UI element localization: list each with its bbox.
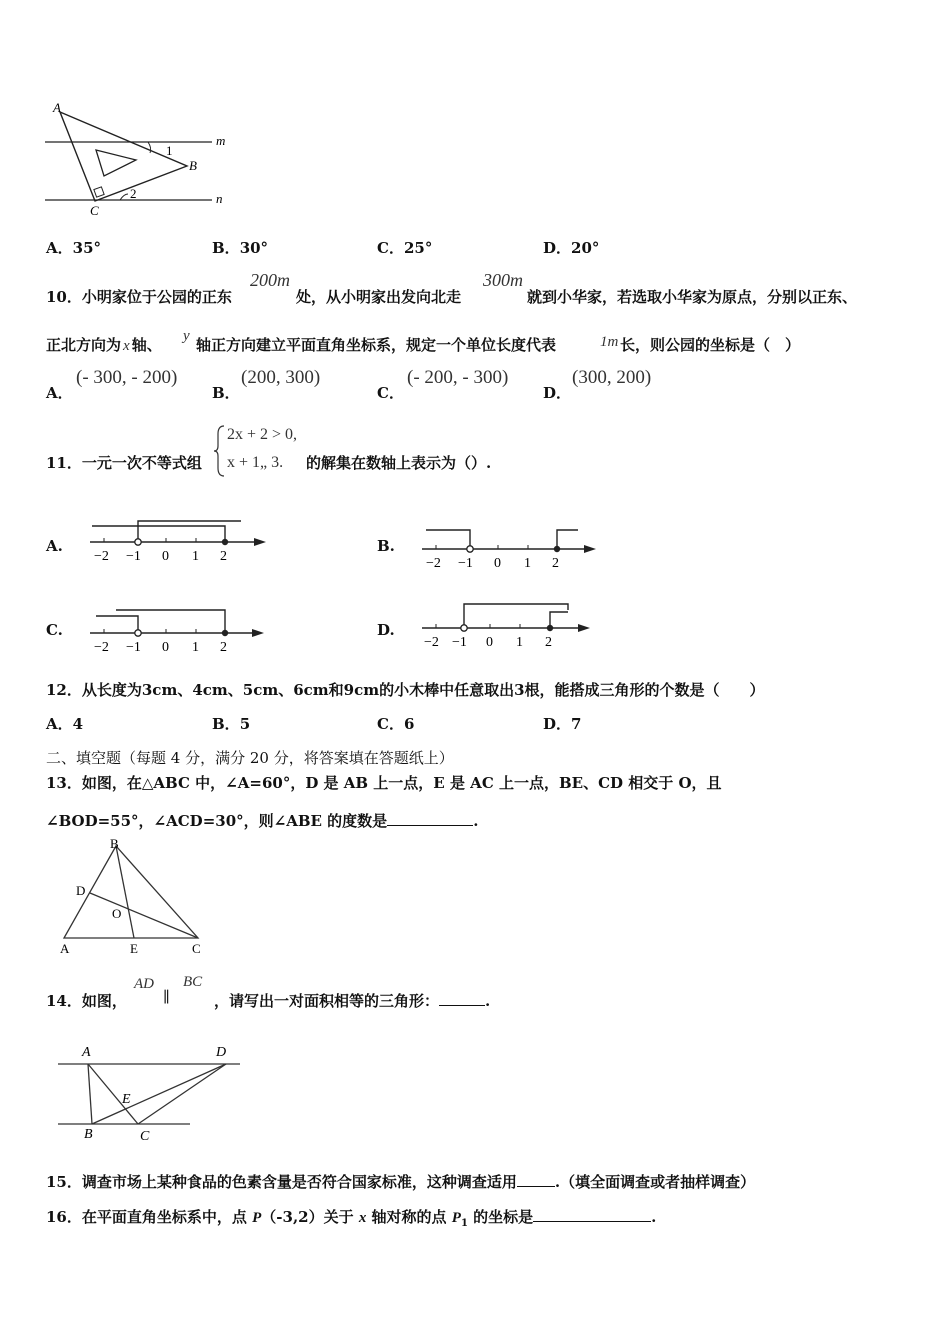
tick-label: 0 [162, 640, 169, 655]
q11-suffix: 的解集在数轴上表示为（）. [306, 454, 492, 472]
q11-option-a-label[interactable]: A. [46, 537, 63, 555]
q11-ineq2: x + 1„ 3. [227, 454, 284, 471]
right-angle-mark [94, 187, 104, 197]
q11-option-b-numberline[interactable] [420, 522, 600, 572]
q14-suffix: ，请写出一对面积相等的三角形： . [214, 992, 491, 1010]
q16-text: 16．在平面直角坐标系中，点 P（-3,2）关于 x 轴对称的点 $P_1$ 的坐标是 . [46, 1208, 657, 1229]
fig13-label-o: O [112, 906, 122, 921]
q11-option-d-label[interactable]: D. [377, 621, 395, 639]
tick-label: 1 [192, 640, 199, 655]
q10-option-b-value[interactable]: (200, 300) [241, 367, 321, 388]
label-2: 2 [130, 186, 137, 201]
q13-line2: ∠BOD=55°，∠ACD=30°，则∠ABE 的度数是 . [46, 812, 479, 830]
q13-answer-blank[interactable] [387, 811, 473, 826]
q10-option-a-letter[interactable]: A． [46, 384, 73, 402]
q12-option-c[interactable]: C．6 [377, 715, 415, 733]
q11-prefix: 11．一元一次不等式组 [46, 454, 202, 472]
tick-label: −2 [94, 640, 109, 655]
q9-option-a[interactable]: A．35° [46, 239, 102, 257]
section-title: 二、填空题（每题 4 分，满分 20 分，将答案填在答题纸上） [46, 749, 454, 767]
tick-label: −2 [94, 549, 109, 564]
q12-option-b[interactable]: B．5 [212, 715, 251, 733]
tick-label: 2 [220, 640, 227, 655]
q10-var-y: y [183, 328, 190, 344]
q9-option-b[interactable]: B．30° [212, 239, 269, 257]
fig13-label-d: D [76, 883, 86, 898]
q11-option-c-numberline[interactable] [88, 606, 268, 656]
q14-ad: AD [134, 976, 154, 992]
fig13-label-a: A [60, 941, 70, 956]
fig14-label-c: C [140, 1129, 150, 1144]
q10-option-d-value[interactable]: (300, 200) [572, 367, 652, 388]
q9-option-d[interactable]: D．20° [543, 239, 600, 257]
q11-brace [214, 424, 226, 478]
tick-label: −1 [126, 640, 141, 655]
q10-line1-b: 处，从小明家出发向北走 [296, 288, 462, 306]
q12-option-a[interactable]: A．4 [46, 715, 84, 733]
q12-option-d[interactable]: D．7 [543, 715, 582, 733]
label-c: C [90, 203, 99, 218]
tick-label: 0 [162, 549, 169, 564]
q10-line2-d: 长，则公园的坐标是（ ） [620, 336, 801, 354]
fig14-label-d: D [216, 1045, 227, 1060]
tick-label: −1 [452, 635, 467, 650]
fig14-label-e: E [122, 1092, 131, 1107]
q11-option-c-label[interactable]: C. [46, 621, 63, 639]
fig13-label-c: C [192, 941, 201, 956]
q12-text: 12．从长度为3cm、4cm、5cm、6cm和9cm的小木棒中任意取出3根，能搭成三角形的个数是（ ） [46, 681, 765, 699]
q10-option-b-letter[interactable]: B． [212, 384, 240, 402]
fig14-label-b: B [84, 1127, 93, 1142]
q10-line2-c: 轴正方向建立平面直角坐标系，规定一个单位长度代表 [196, 336, 557, 354]
q14-bc: BC [183, 974, 203, 990]
q16-answer-blank[interactable] [533, 1207, 651, 1222]
q14-parallel: ∥ [163, 988, 170, 1006]
q10-line1-c: 就到小华家，若选取小华家为原点，分别以正东、 [527, 288, 858, 306]
tick-label: 1 [192, 549, 199, 564]
fig13-label-e: E [130, 941, 138, 956]
tick-label: −2 [424, 635, 439, 650]
q9-figure [40, 98, 240, 218]
label-b: B [189, 158, 197, 173]
q10-dist2: 300m [483, 270, 523, 290]
q15-answer-blank[interactable] [517, 1172, 555, 1187]
q11-option-a-numberline[interactable] [88, 514, 268, 564]
fig13-label-b: B [110, 838, 119, 851]
q14-figure [54, 1040, 254, 1150]
tick-label: 1 [516, 635, 523, 650]
q10-option-d-letter[interactable]: D． [543, 384, 572, 402]
q10-option-c-letter[interactable]: C． [377, 384, 404, 402]
label-1: 1 [166, 143, 173, 158]
tick-label: 2 [552, 556, 559, 571]
q10-option-a-value[interactable]: (- 300, - 200) [76, 367, 178, 388]
q10-line1: 10．小明家位于公园的正东 [46, 288, 232, 306]
tick-label: 0 [494, 556, 501, 571]
q10-unit: 1m [600, 334, 619, 350]
q15-text: 15．调查市场上某种食品的色素含量是否符合国家标准，这种调查适用 .（填全面调查或者抽样调查） [46, 1173, 756, 1191]
label-n: n [216, 191, 223, 206]
q14-prefix: 14．如图， [46, 992, 127, 1010]
q9-option-c[interactable]: C．25° [377, 239, 433, 257]
q10-option-c-value[interactable]: (- 200, - 300) [407, 367, 509, 388]
inner-triangle [96, 150, 136, 176]
q13-line1: 13．如图，在△ABC 中，∠A=60°，D 是 AB 上一点，E 是 AC 上一点，BE、CD 相交于 O，且 [46, 774, 722, 792]
tick-label: 1 [524, 556, 531, 571]
q13-figure [56, 838, 216, 958]
fig14-label-a: A [82, 1045, 91, 1060]
q10-dist1: 200m [250, 270, 290, 290]
tick-label: −2 [426, 556, 441, 571]
q10-line2: 正北方向为 x 轴、 [46, 336, 162, 354]
tick-label: 0 [486, 635, 493, 650]
q11-option-d-numberline[interactable] [420, 600, 600, 650]
q11-option-b-label[interactable]: B. [377, 537, 395, 555]
tick-label: −1 [126, 549, 141, 564]
tick-label: 2 [545, 635, 552, 650]
q11-ineq1: 2x + 2 > 0, [227, 426, 298, 443]
tick-label: −1 [458, 556, 473, 571]
label-a: A [53, 100, 61, 115]
tick-label: 2 [220, 549, 227, 564]
label-m: m [216, 133, 226, 148]
q14-answer-blank[interactable] [439, 991, 485, 1006]
